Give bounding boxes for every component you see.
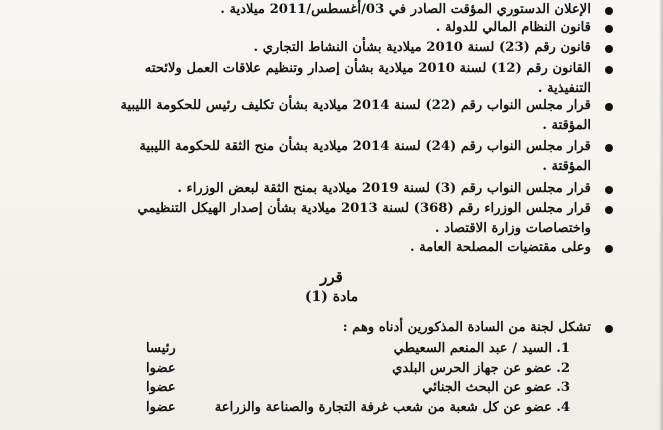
- member-number: 4.: [556, 400, 570, 415]
- bullet-icon: [605, 325, 613, 333]
- preamble-line: وعلى مقتضيات المصلحة العامة .: [410, 240, 591, 255]
- bullet-icon: [605, 206, 613, 214]
- bullet-icon: [605, 186, 613, 194]
- page-edge-shadow: [659, 0, 663, 430]
- member-name: عضو عن كل شعبة من شعب غرفة التجارة والصناعة والزراعة: [214, 400, 552, 415]
- member-number: 2.: [556, 361, 570, 376]
- member-number: 1.: [556, 341, 570, 356]
- member-role: عضوا: [146, 380, 176, 395]
- bullet-icon: [605, 66, 613, 74]
- preamble-line: القانون رقم (12) لسنة 2010 ميلادية بشأن إصدار وتنظيم علاقات العمل ولائحته: [144, 61, 591, 76]
- preamble-line-continuation: التنفيذية .: [537, 81, 591, 96]
- bullet-icon: [605, 245, 613, 253]
- member-number: 3.: [556, 380, 570, 395]
- bullet-icon: [605, 103, 613, 111]
- committee-intro: تشكل لجنة من السادة المذكورين أدناه وهم :: [342, 320, 591, 335]
- bullet-icon: [605, 25, 613, 33]
- member-role: عضوا: [146, 400, 176, 415]
- preamble-line: قرار مجلس الوزراء رقم (368) لسنة 2013 ميلادية بشأن إصدار الهيكل التنظيمي: [137, 201, 591, 216]
- preamble-line-continuation: المؤقتة .: [542, 159, 591, 174]
- preamble-line: قرار مجلس النواب رقم (3) لسنة 2019 ميلادية بمنح الثقة لبعض الوزراء .: [177, 181, 591, 196]
- preamble-line-continuation: المؤقتة .: [542, 118, 591, 133]
- bullet-icon: [605, 144, 613, 152]
- member-name: السيد / عبد المنعم السعيطي: [393, 341, 552, 356]
- member-role: عضوا: [146, 361, 176, 376]
- bullet-icon: [605, 7, 613, 15]
- member-role: رئيسا: [146, 341, 176, 356]
- bullet-icon: [605, 45, 613, 53]
- preamble-line: قرار مجلس النواب رقم (24) لسنة 2014 ميلادية بشأن منح الثقة للحكومة الليبية: [139, 139, 591, 154]
- preamble-line: قانون النظام المالي للدولة .: [435, 20, 591, 35]
- preamble-line-continuation: واختصاصات وزارة الاقتصاد .: [434, 221, 591, 236]
- preamble-line: قرار مجلس النواب رقم (22) لسنة 2014 ميلادية بشأن تكليف رئيس للحكومة الليبية: [120, 98, 591, 113]
- preamble-line: قانون رقم (23) لسنة 2010 ميلادية بشأن النشاط التجاري .: [253, 40, 591, 55]
- preamble-line: الإعلان الدستوري المؤقت الصادر في 03/أغسطس/2011 ميلادية .: [220, 2, 591, 17]
- decision-heading: قرر: [320, 268, 343, 286]
- member-name: عضو عن البحث الجنائي: [422, 380, 552, 395]
- article-heading: مادة (1): [304, 289, 359, 305]
- member-name: عضو عن جهاز الحرس البلدي: [392, 361, 552, 376]
